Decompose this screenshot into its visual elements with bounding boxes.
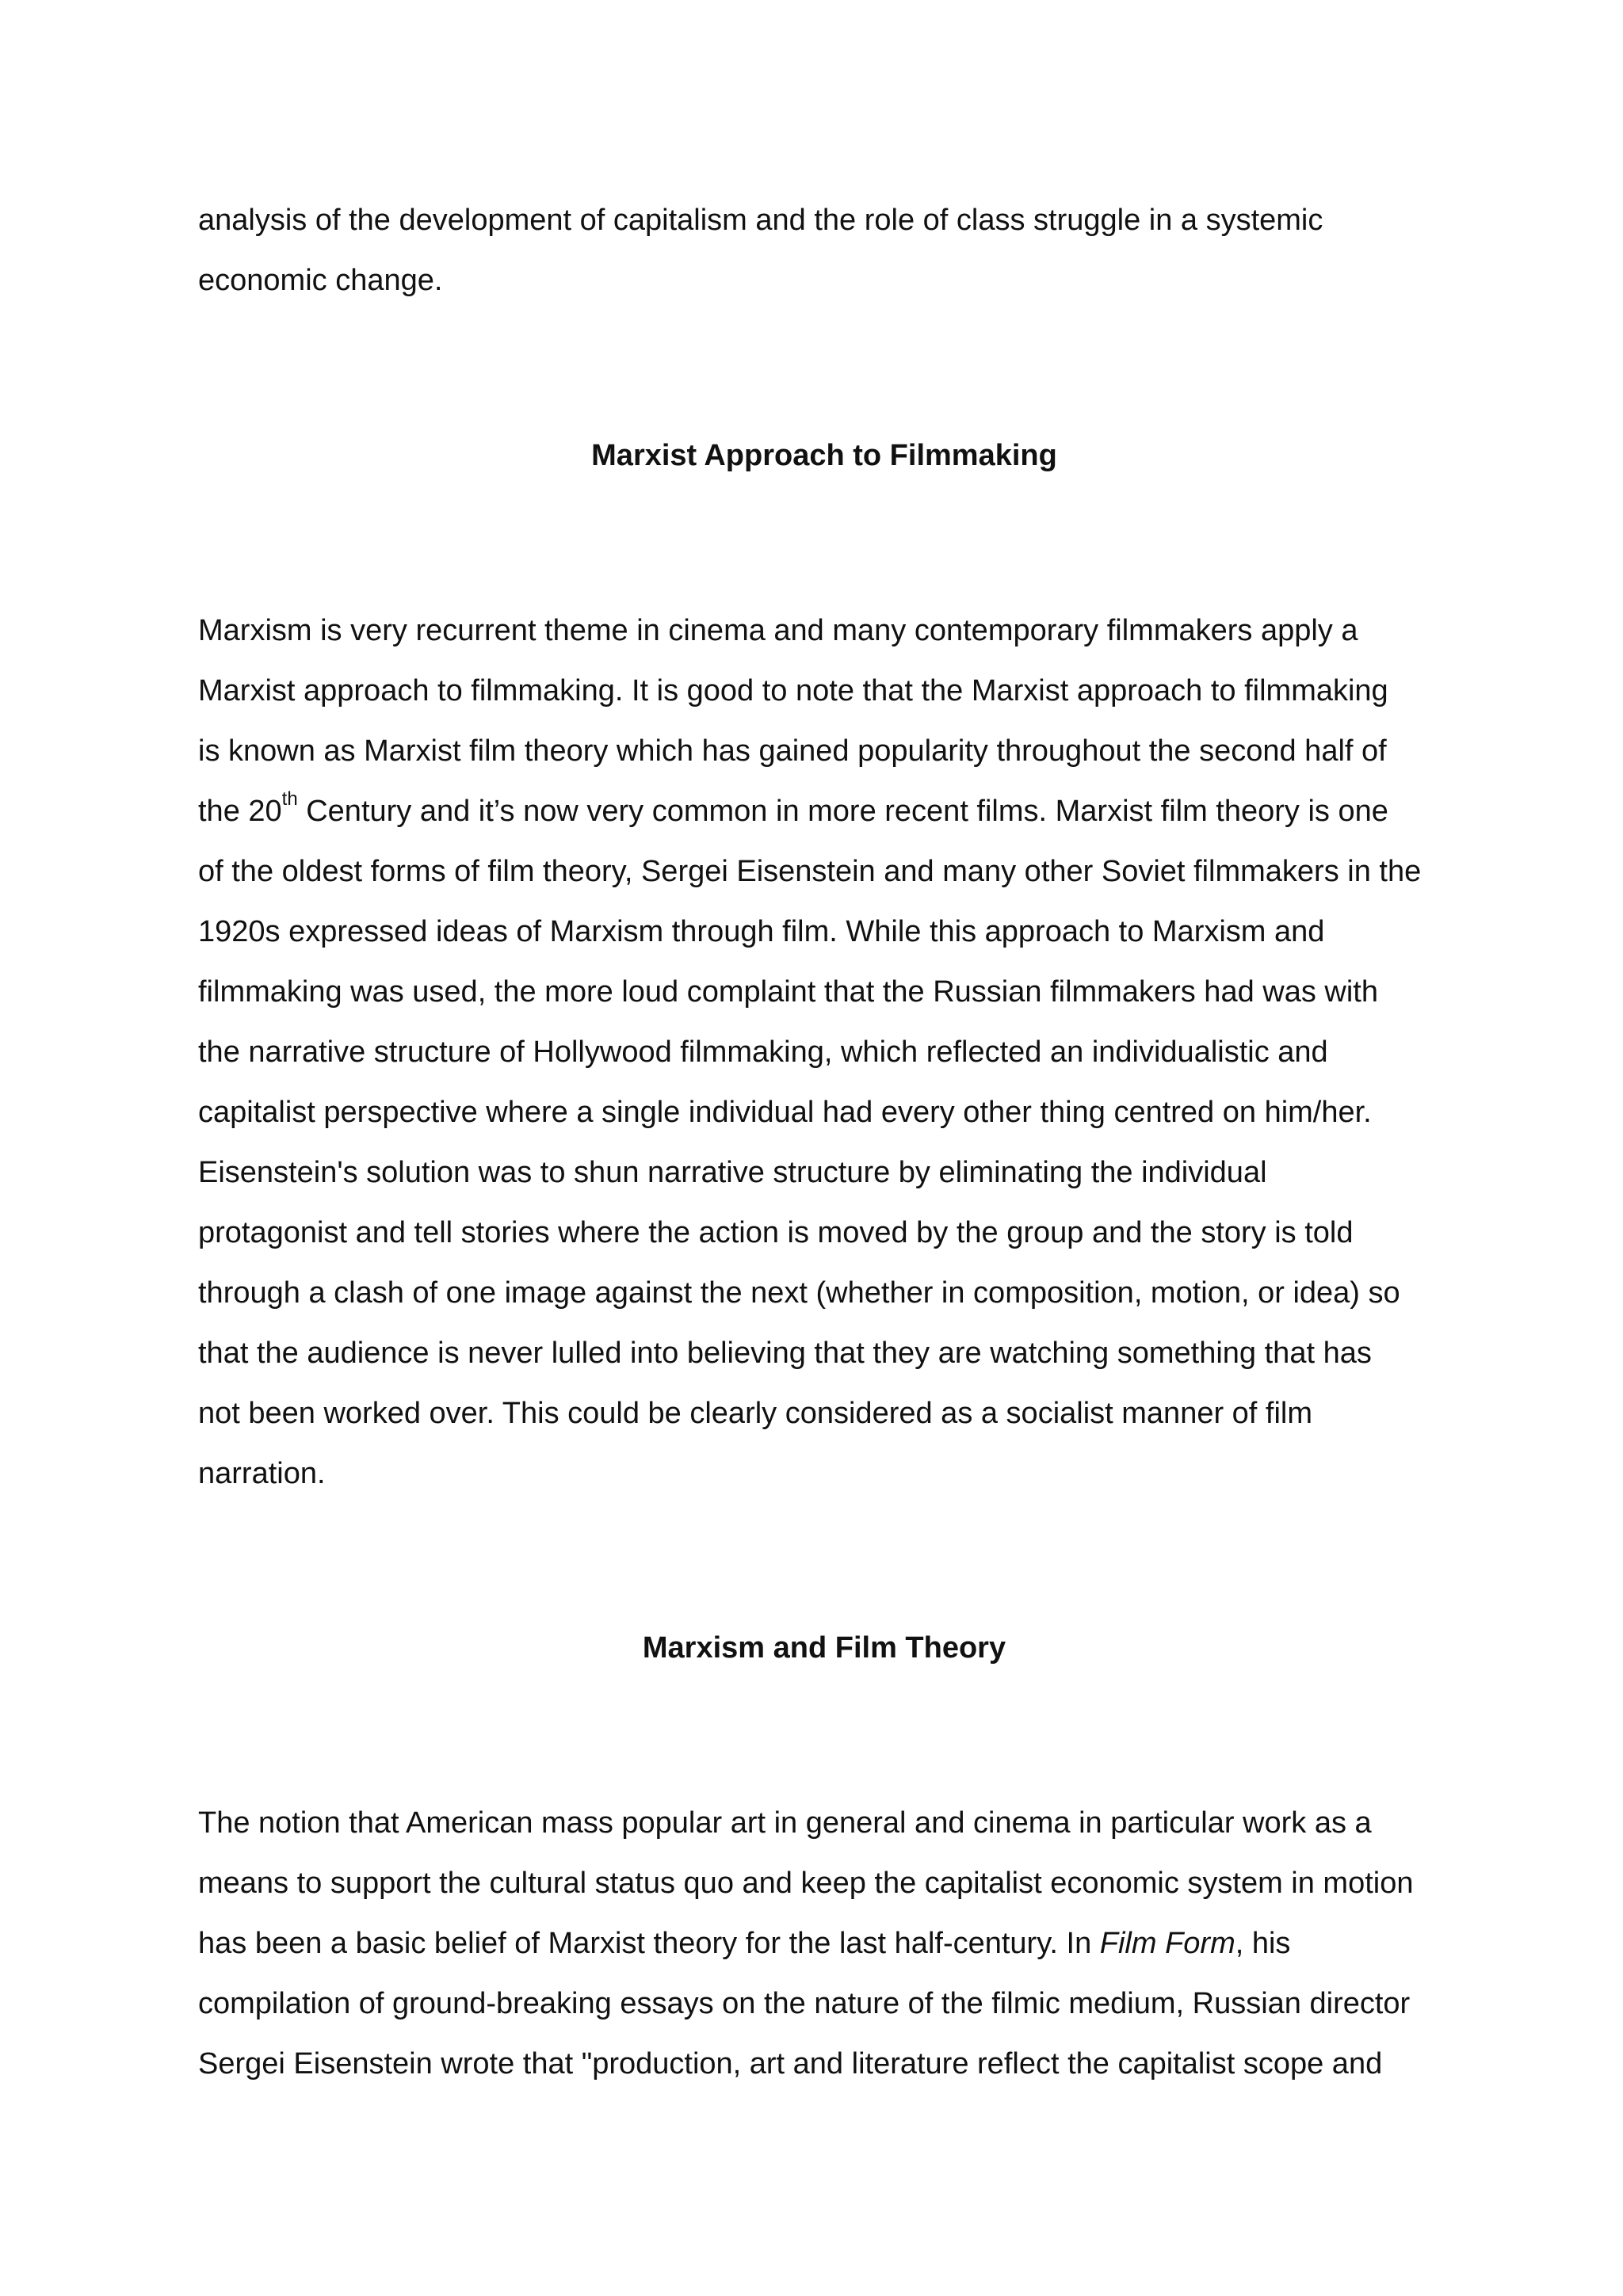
section1-paragraph	[198, 601, 1450, 1504]
text-line: Eisenstein's solution was to shun narrative structure by eliminating the individual	[198, 1156, 1267, 1189]
text-line: protagonist and tell stories where the action is moved by the group and the story is told	[198, 1216, 1354, 1249]
text-line: Marxism is very recurrent theme in cinema and many contemporary filmmakers apply a	[198, 614, 1358, 647]
text-line: analysis of the development of capitalism and the role of class struggle in a systemic	[198, 204, 1323, 237]
text-fragment: , his	[1235, 1927, 1291, 1960]
section2-paragraph	[198, 1793, 1450, 2094]
text-line: economic change.	[198, 264, 443, 297]
text-line: not been worked over. This could be clearly considered as a socialist manner of film	[198, 1397, 1313, 1430]
text-line: through a clash of one image against the next (whether in composition, motion, or idea) so	[198, 1276, 1400, 1310]
text-line-with-italic	[198, 1913, 1450, 1974]
text-fragment: has been a basic belief of Marxist theory for the last half-century. In	[198, 1927, 1100, 1960]
section-heading-marxist-approach: Marxist Approach to Filmmaking	[591, 439, 1057, 472]
text-line: filmmaking was used, the more loud complaint that the Russian filmmakers had was with	[198, 975, 1378, 1009]
text-line: capitalist perspective where a single individual had every other thing centred on him/her.	[198, 1096, 1372, 1129]
text-line: is known as Marxist film theory which has gained popularity throughout the second half of	[198, 734, 1387, 768]
text-line: Sergei Eisenstein wrote that "production, art and literature reflect the capitalist scope and	[198, 2047, 1383, 2081]
text-line: the narrative structure of Hollywood filmmaking, which reflected an individualistic and	[198, 1035, 1328, 1069]
text-fragment: the 20	[198, 795, 282, 828]
text-line: of the oldest forms of film theory, Sergei Eisenstein and many other Soviet filmmakers in the	[198, 855, 1422, 888]
text-line: 1920s expressed ideas of Marxism through film. While this approach to Marxism and	[198, 915, 1325, 948]
text-line: narration.	[198, 1457, 326, 1490]
book-title: Film Form	[1099, 1927, 1235, 1960]
text-line-with-superscript	[198, 781, 1450, 841]
text-line: The notion that American mass popular art in general and cinema in particular work as a	[198, 1806, 1372, 1840]
text-line: compilation of ground-breaking essays on the nature of the filmic medium, Russian director	[198, 1987, 1411, 2020]
text-line: that the audience is never lulled into believing that they are watching something that has	[198, 1337, 1372, 1370]
intro-paragraph	[198, 190, 1450, 311]
superscript-ordinal: th	[281, 788, 298, 810]
text-line: Marxist approach to filmmaking. It is good to note that the Marxist approach to filmmaking	[198, 674, 1388, 707]
text-fragment: Century and it’s now very common in more recent films. Marxist film theory is one	[297, 795, 1388, 828]
section-heading-marxism-film-theory: Marxism and Film Theory	[642, 1631, 1006, 1665]
text-line: means to support the cultural status quo and keep the capitalist economic system in motion	[198, 1867, 1414, 1900]
